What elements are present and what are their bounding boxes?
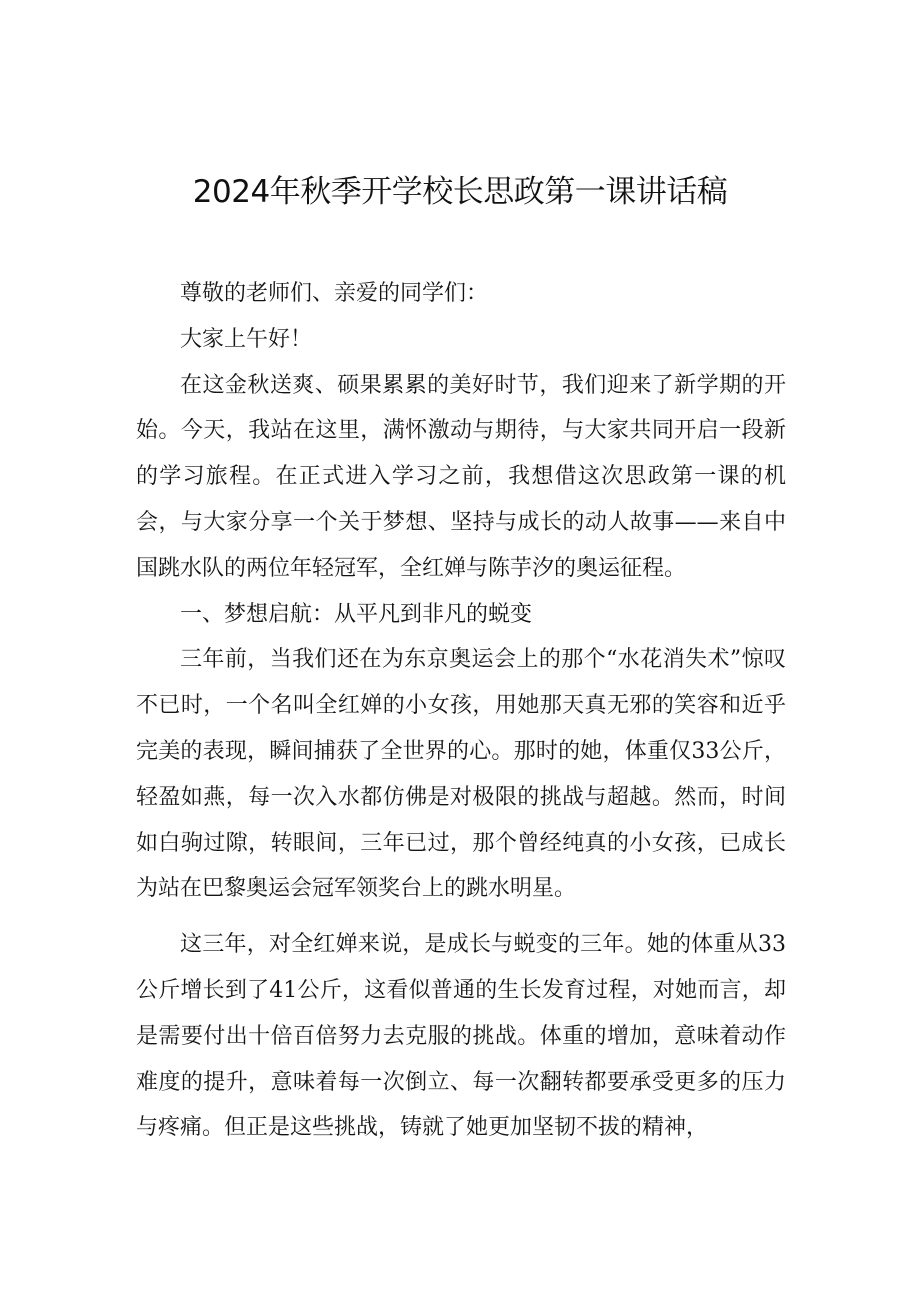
document-body: [136, 271, 786, 1151]
body-paragraph: 这三年，对全红婵来说，是成长与蜕变的三年。她的体重从33公斤增长到了41公斤，这看似普通的生长发育过程，对她而言，却是需要付出十倍百倍努力去克服的挑战。体重的增加，意味着动作难度的提升，意味着每一次倒立、每一次翻转都要承受更多的压力与疼痛。但正是这些挑战，铸就了她更加坚韧不拔的精神，: [136, 932, 786, 1141]
section-heading: 一、梦想启航：从平凡到非凡的蜕变: [180, 601, 533, 627]
greeting: 大家上午好！: [180, 326, 313, 352]
document-title: 2024年秋季开学校长思政第一课讲话稿: [192, 174, 728, 210]
body-paragraph: 三年前，当我们还在为东京奥运会上的那个“水花消失术”惊叹不已时，一个名叫全红婵的小女孩，用她那天真无邪的笑容和近乎完美的表现，瞬间捕获了全世界的心。那时的她，体重仅33公斤，轻盈如燕，每一次入水都仿佛是对极限的挑战与超越。然而，时间如白驹过隙，转眼间，三年已过，那个曾经纯真的小女孩，已成长为站在巴黎奥运会冠军领奖台上的跳水明星。: [136, 647, 786, 902]
intro-paragraph: 在这金秋送爽、硕果累累的美好时节，我们迎来了新学期的开始。今天，我站在这里，满怀激动与期待，与大家共同开启一段新的学习旅程。在正式进入学习之前，我想借这次思政第一课的机会，与大家分享一个关于梦想、坚持与成长的动人故事——来自中国跳水队的两位年轻冠军，全红婵与陈芋汐的奥运征程。: [136, 372, 786, 581]
salutation: 尊敬的老师们、亲爱的同学们：: [180, 281, 489, 306]
